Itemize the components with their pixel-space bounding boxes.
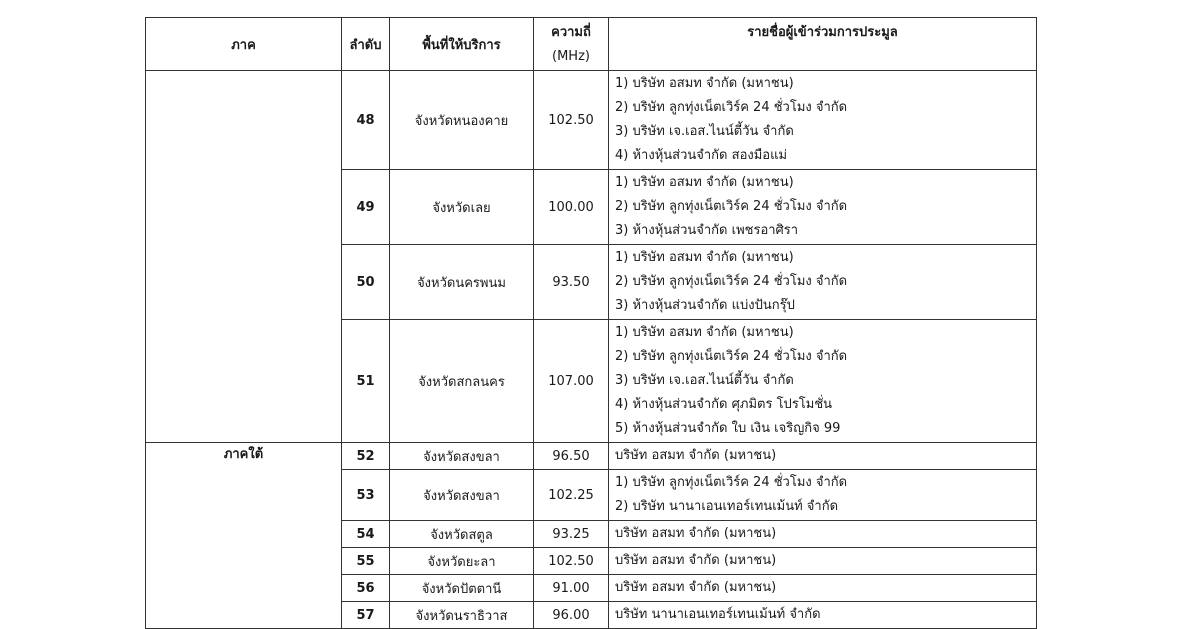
- participants-cell: [609, 470, 1037, 521]
- auction-participants-table: [145, 17, 1037, 629]
- header-area: พื้นที่ให้บริการ: [390, 18, 534, 71]
- area-cell: จังหวัดนครพนม: [390, 245, 534, 320]
- order-cell: 50: [342, 245, 390, 320]
- participant-name: บริษัท อสมท จำกัด (มหาชน): [615, 526, 777, 541]
- frequency-cell: 100.00: [534, 170, 609, 245]
- area-cell: จังหวัดยะลา: [390, 548, 534, 575]
- participant-name: 2) บริษัท ลูกทุ่งเน็ตเวิร์ค 24 ชั่วโมง จำกัด: [615, 349, 848, 364]
- area-cell: จังหวัดสงขลา: [390, 470, 534, 521]
- participant-name: บริษัท นานาเอนเทอร์เทนเม้นท์ จำกัด: [615, 607, 821, 622]
- frequency-cell: 96.00: [534, 602, 609, 629]
- table-row: [146, 71, 1037, 170]
- participants-cell: [609, 548, 1037, 575]
- order-cell: 54: [342, 521, 390, 548]
- order-cell: 49: [342, 170, 390, 245]
- participant-name: 2) บริษัท ลูกทุ่งเน็ตเวิร์ค 24 ชั่วโมง จำกัด: [615, 199, 848, 214]
- participants-cell: [609, 71, 1037, 170]
- participants-cell: [609, 443, 1037, 470]
- table-body: [146, 71, 1037, 629]
- order-cell: 56: [342, 575, 390, 602]
- participant-name: บริษัท อสมท จำกัด (มหาชน): [615, 580, 777, 595]
- participant-name: 1) บริษัท อสมท จำกัด (มหาชน): [615, 175, 794, 190]
- region-cell: ภาคใต้: [146, 443, 342, 629]
- order-cell: 57: [342, 602, 390, 629]
- participants-cell: [609, 575, 1037, 602]
- participant-name: 3) ห้างหุ้นส่วนจำกัด แบ่งปันกรุ๊ป: [615, 298, 795, 313]
- order-cell: 48: [342, 71, 390, 170]
- header-order: ลำดับ: [342, 18, 390, 71]
- header-frequency-label: ความถี่: [551, 25, 591, 40]
- frequency-cell: 93.25: [534, 521, 609, 548]
- frequency-cell: 107.00: [534, 320, 609, 443]
- participant-name: 2) บริษัท ลูกทุ่งเน็ตเวิร์ค 24 ชั่วโมง จำกัด: [615, 100, 848, 115]
- frequency-cell: 93.50: [534, 245, 609, 320]
- participant-name: 1) บริษัท อสมท จำกัด (มหาชน): [615, 325, 794, 340]
- frequency-cell: 102.50: [534, 71, 609, 170]
- participant-name: 1) บริษัท อสมท จำกัด (มหาชน): [615, 250, 794, 265]
- participants-cell: [609, 320, 1037, 443]
- header-frequency: [534, 18, 609, 71]
- table-row: [146, 443, 1037, 470]
- region-cell: [146, 71, 342, 443]
- participants-cell: [609, 170, 1037, 245]
- frequency-cell: 102.25: [534, 470, 609, 521]
- order-cell: 52: [342, 443, 390, 470]
- participant-name: 3) บริษัท เจ.เอส.ไนน์ตี้วัน จำกัด: [615, 124, 794, 139]
- participant-name: บริษัท อสมท จำกัด (มหาชน): [615, 448, 777, 463]
- header-frequency-unit: (MHz): [552, 49, 590, 64]
- order-cell: 55: [342, 548, 390, 575]
- participant-name: 5) ห้างหุ้นส่วนจำกัด ใบ เงิน เจริญกิจ 99: [615, 421, 841, 436]
- participant-name: 2) บริษัท ลูกทุ่งเน็ตเวิร์ค 24 ชั่วโมง จำกัด: [615, 274, 848, 289]
- area-cell: จังหวัดสตูล: [390, 521, 534, 548]
- participants-cell: [609, 602, 1037, 629]
- frequency-cell: 102.50: [534, 548, 609, 575]
- frequency-cell: 91.00: [534, 575, 609, 602]
- area-cell: จังหวัดหนองคาย: [390, 71, 534, 170]
- participant-name: 3) ห้างหุ้นส่วนจำกัด เพชรอาศิรา: [615, 223, 799, 238]
- participant-name: บริษัท อสมท จำกัด (มหาชน): [615, 553, 777, 568]
- order-cell: 53: [342, 470, 390, 521]
- participants-cell: [609, 521, 1037, 548]
- area-cell: จังหวัดปัตตานี: [390, 575, 534, 602]
- table-header: [146, 18, 1037, 71]
- header-region: ภาค: [146, 18, 342, 71]
- participant-name: 4) ห้างหุ้นส่วนจำกัด สองมือแม่: [615, 148, 788, 163]
- order-cell: 51: [342, 320, 390, 443]
- participant-name: 1) บริษัท อสมท จำกัด (มหาชน): [615, 76, 794, 91]
- area-cell: จังหวัดสกลนคร: [390, 320, 534, 443]
- participant-name: 2) บริษัท นานาเอนเทอร์เทนเม้นท์ จำกัด: [615, 499, 839, 514]
- header-participants: รายชื่อผู้เข้าร่วมการประมูล: [609, 18, 1037, 71]
- participant-name: 1) บริษัท ลูกทุ่งเน็ตเวิร์ค 24 ชั่วโมง จำกัด: [615, 475, 848, 490]
- area-cell: จังหวัดสงขลา: [390, 443, 534, 470]
- participant-name: 3) บริษัท เจ.เอส.ไนน์ตี้วัน จำกัด: [615, 373, 794, 388]
- participant-name: 4) ห้างหุ้นส่วนจำกัด ศุภมิตร โปรโมชั่น: [615, 397, 833, 412]
- frequency-cell: 96.50: [534, 443, 609, 470]
- area-cell: จังหวัดนราธิวาส: [390, 602, 534, 629]
- participants-cell: [609, 245, 1037, 320]
- area-cell: จังหวัดเลย: [390, 170, 534, 245]
